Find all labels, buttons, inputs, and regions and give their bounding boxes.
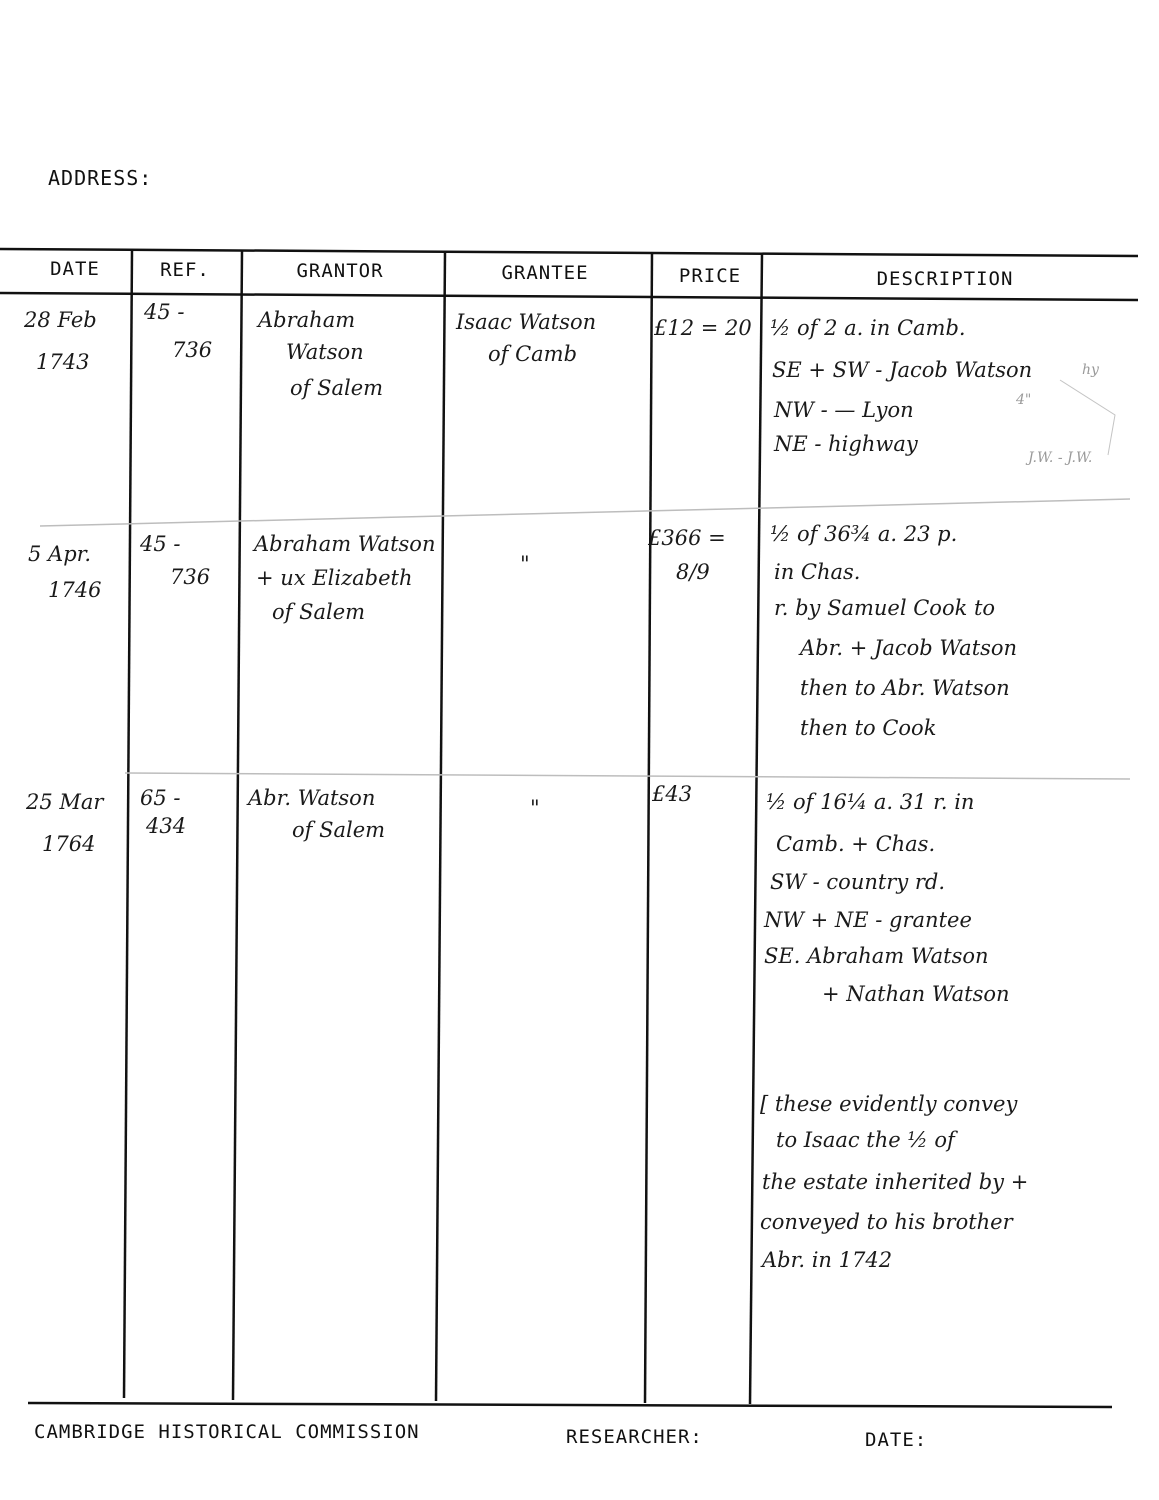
footer-rule [28,1403,1112,1407]
margin-note: 4" [1016,392,1032,408]
entry-date-line: 1743 [36,350,90,374]
entry-grantee-line: Isaac Watson [456,310,597,334]
entry-price-line: £12 = 20 [654,316,752,340]
margin-note: J.W. - J.W. [1028,450,1093,466]
note-line: the estate inherited by + [762,1170,1029,1194]
entry-description-line: NW + NE - grantee [764,908,972,932]
entry-description-line: ½ of 2 a. in Camb. [770,316,966,340]
address-label: ADDRESS: [48,166,153,190]
note-line: conveyed to his brother [760,1210,1013,1234]
entry-description-line: + Nathan Watson [822,982,1010,1006]
entry-description-line: SE. Abraham Watson [764,944,989,968]
entry-grantee-line: of Camb [488,342,578,366]
margin-pencil-mark [1060,380,1115,455]
entry-grantor-line: + ux Elizabeth [256,566,413,590]
entry-date-line: 1746 [48,578,102,602]
entry-description-line: ½ of 16¼ a. 31 r. in [766,790,975,814]
entry-description-line: then to Cook [800,716,937,740]
note-line: Abr. in 1742 [762,1248,893,1272]
entry-ref-line: 736 [170,565,211,589]
entry-ref-line: 45 - [144,300,185,324]
column-header-price: PRICE [678,265,742,287]
entry-description-line: Abr. + Jacob Watson [800,636,1018,660]
header-bottom-rule [0,293,1138,300]
column-header-ref: REF. [160,259,210,281]
column-divider-2 [233,251,242,1400]
entry-price-line: £43 [652,782,693,806]
entry-grantor-line: of Salem [292,818,386,842]
entry-description-line: NE - highway [774,432,918,456]
column-header-grantor: GRANTOR [296,260,384,282]
entry-ref-line: 65 - [140,786,181,810]
column-divider-4 [645,253,652,1403]
column-divider-3 [436,252,445,1401]
entry-description-line: SE + SW - Jacob Watson [772,358,1033,382]
column-header-grantee: GRANTEE [501,262,589,284]
note-line: [ these evidently convey [760,1092,1018,1116]
entry-description-line: Camb. + Chas. [776,832,936,856]
entry-grantor-line: of Salem [290,376,384,400]
entry-grantor-line: Abraham Watson [254,532,436,556]
entry-ref-line: 45 - [140,532,181,556]
entry-ref-line: 736 [172,338,213,362]
entry-date-line: 1764 [42,832,96,856]
entry-date-line: 5 Apr. [28,542,92,566]
entry-description-line: in Chas. [774,560,861,584]
footer-date-label: DATE: [865,1429,928,1451]
column-header-date: DATE [50,258,100,280]
entry-ref-line: 434 [146,814,187,838]
entry-date-line: 28 Feb [24,308,97,332]
entry-description-line: r. by Samuel Cook to [774,596,996,620]
entry-grantor-line: Abraham [258,308,356,332]
header-top-rule [0,249,1138,256]
entry-separator-2 [125,773,1130,779]
footer-researcher-label: RESEARCHER: [566,1426,703,1448]
margin-note: hy [1082,362,1099,378]
column-divider-1 [124,250,132,1398]
note-line: to Isaac the ½ of [776,1128,955,1152]
footer-organization: CAMBRIDGE HISTORICAL COMMISSION [34,1421,420,1443]
entry-grantee-ditto: " [530,796,540,820]
entry-date-line: 25 Mar [26,790,104,814]
entry-description-line: NW - — Lyon [774,398,914,422]
entry-grantee-ditto: " [520,552,530,576]
entry-description-line: then to Abr. Watson [800,676,1010,700]
entry-grantor-line: Watson [286,340,364,364]
entry-price-line: £366 = [648,526,726,550]
entry-price-line: 8/9 [676,560,710,584]
entry-description-line: SW - country rd. [770,870,946,894]
entry-description-line: ½ of 36¾ a. 23 p. [770,522,958,546]
entry-grantor-line: Abr. Watson [248,786,376,810]
entry-separator-1 [40,499,1130,526]
entry-grantor-line: of Salem [272,600,366,624]
column-header-description: DESCRIPTION [876,268,1014,290]
